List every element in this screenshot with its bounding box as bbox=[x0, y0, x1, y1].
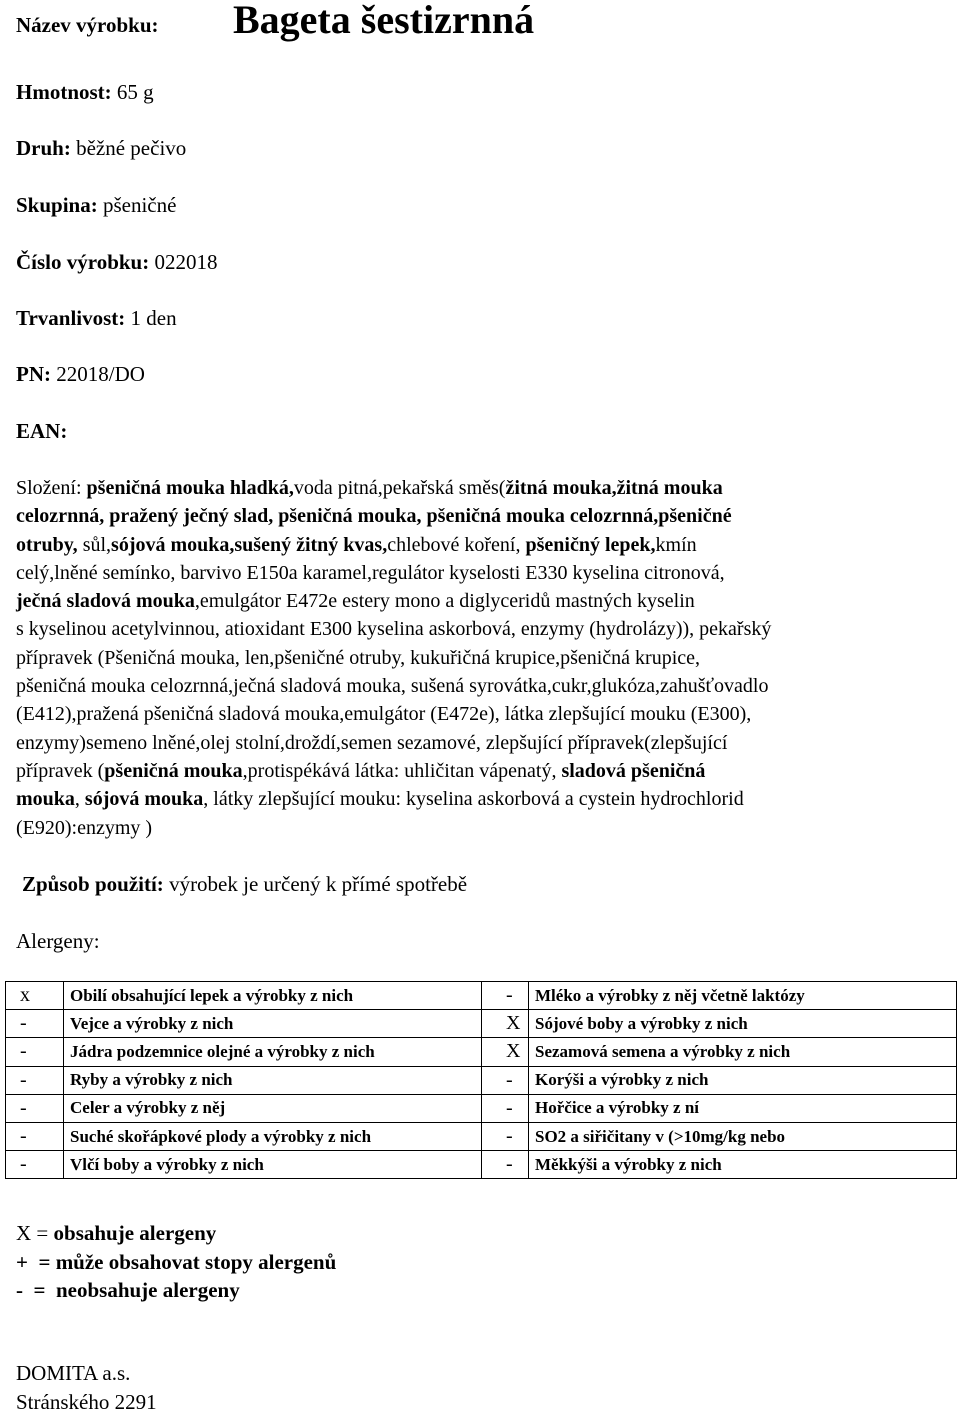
allergen-row bbox=[6, 1122, 957, 1150]
ingredients-line bbox=[16, 502, 946, 530]
allergen-name: SO2 a siřičitany v (>10mg/kg nebo bbox=[529, 1122, 957, 1150]
allergens-title: Alergeny: bbox=[16, 929, 100, 954]
ingredients-text: pšeničná mouka celozrnná,ječná sladová mouka, sušená syrovátka,cukr,glukóza,zahušťovadlo bbox=[16, 675, 768, 697]
ingredients-text: pšeničná mouka hladká, bbox=[87, 477, 294, 499]
meta-label: PN: bbox=[16, 362, 51, 386]
ingredients-line bbox=[16, 700, 946, 728]
legend-item bbox=[16, 1248, 336, 1277]
meta-value: 65 g bbox=[117, 80, 154, 104]
meta-label: Druh: bbox=[16, 136, 71, 160]
allergen-mark: - bbox=[6, 1122, 64, 1150]
allergen-mark: - bbox=[482, 1151, 529, 1179]
ingredients-block bbox=[16, 474, 946, 842]
ingredients-text: sladová pšeničná bbox=[561, 760, 705, 782]
allergen-mark: - bbox=[482, 1122, 529, 1150]
ingredients-text: ,protispékává látka: uhličitan vápenatý, bbox=[243, 760, 562, 782]
ingredients-text: chlebové koření, bbox=[387, 534, 525, 556]
allergen-name: Jádra podzemnice olejné a výrobky z nich bbox=[64, 1038, 482, 1066]
ingredients-line bbox=[16, 474, 946, 502]
legend-text: obsahuje alergeny bbox=[54, 1221, 217, 1245]
meta-value: pšeničné bbox=[103, 193, 176, 217]
allergen-name: Hořčice a výrobky z ní bbox=[529, 1094, 957, 1122]
ingredients-line bbox=[16, 644, 946, 672]
legend-text: může obsahovat stopy alergenů bbox=[56, 1250, 337, 1274]
ingredients-line bbox=[16, 672, 946, 700]
allergen-mark: X bbox=[482, 1010, 529, 1038]
ingredients-text: s kyselinou acetylvinnou, atioxidant E300 kyselina askorbová, enzymy (hydrolázy)), pekařský bbox=[16, 618, 771, 640]
company-name: DOMITA a.s. bbox=[16, 1359, 157, 1388]
ingredients-text: sójová mouka,sušený žitný kvas, bbox=[111, 534, 387, 556]
allergen-name: Měkkýši a výrobky z nich bbox=[529, 1151, 957, 1179]
meta-label: Trvanlivost: bbox=[16, 306, 125, 330]
allergen-row bbox=[6, 1151, 957, 1179]
legend-sep: = bbox=[31, 1221, 53, 1245]
ingredients-text: (E920):enzymy ) bbox=[16, 817, 152, 839]
allergen-name: Celer a výrobky z něj bbox=[64, 1094, 482, 1122]
legend-sym: X bbox=[16, 1221, 31, 1245]
usage-value: výrobek je určený k přímé spotřebě bbox=[169, 872, 467, 896]
ingredients-text: sójová mouka bbox=[85, 788, 203, 810]
meta-label: EAN: bbox=[16, 419, 67, 443]
meta-value: běžné pečivo bbox=[76, 136, 186, 160]
ingredients-text: ,emulgátor E472e estery mono a diglyceridů mastných kyselin bbox=[195, 590, 695, 612]
allergen-name: Vlčí boby a výrobky z nich bbox=[64, 1151, 482, 1179]
ingredients-text: , bbox=[75, 788, 85, 810]
ingredients-text: sůl, bbox=[83, 534, 111, 556]
legend-sep: = bbox=[23, 1278, 56, 1302]
allergen-name: Sezamová semena a výrobky z nich bbox=[529, 1038, 957, 1066]
ingredients-text: Složení: bbox=[16, 477, 87, 499]
allergen-row bbox=[6, 1038, 957, 1066]
legend-text: neobsahuje alergeny bbox=[56, 1278, 240, 1302]
allergen-mark: - bbox=[6, 1038, 64, 1066]
allergen-row bbox=[6, 982, 957, 1010]
product-name-value: Bageta šestizrnná bbox=[233, 0, 534, 42]
meta-label: Číslo výrobku: bbox=[16, 250, 149, 274]
ingredients-text: otruby, bbox=[16, 534, 83, 556]
meta-row bbox=[16, 250, 217, 274]
ingredients-text: kmín bbox=[656, 534, 697, 556]
ingredients-line bbox=[16, 729, 946, 757]
legend-sep: = bbox=[28, 1250, 56, 1274]
legend-item bbox=[16, 1276, 336, 1305]
allergens-legend bbox=[16, 1219, 336, 1305]
meta-value: 22018/DO bbox=[56, 362, 145, 386]
allergens-table bbox=[5, 981, 957, 1179]
allergen-name: Suché skořápkové plody a výrobky z nich bbox=[64, 1122, 482, 1150]
meta-row bbox=[16, 419, 67, 443]
allergen-mark: - bbox=[6, 1010, 64, 1038]
allergen-row bbox=[6, 1010, 957, 1038]
usage-line bbox=[22, 872, 467, 897]
ingredients-line bbox=[16, 615, 946, 643]
allergen-name: Ryby a výrobky z nich bbox=[64, 1066, 482, 1094]
ingredients-text: enzymy)semeno lněné,olej stolní,droždí,semen sezamové, zlepšující přípravek(zlepšující bbox=[16, 732, 727, 754]
ingredients-line bbox=[16, 785, 946, 813]
meta-row bbox=[16, 193, 176, 217]
ingredients-text: žitná mouka,žitná mouka bbox=[505, 477, 722, 499]
company-address: Stránského 2291 bbox=[16, 1388, 157, 1416]
ingredients-line bbox=[16, 531, 946, 559]
allergen-mark: - bbox=[482, 1094, 529, 1122]
ingredients-line bbox=[16, 814, 946, 842]
meta-row bbox=[16, 80, 154, 104]
ingredients-line bbox=[16, 587, 946, 615]
allergen-mark: - bbox=[6, 1066, 64, 1094]
allergen-mark: - bbox=[482, 982, 529, 1010]
usage-label: Způsob použití: bbox=[22, 872, 164, 896]
legend-item bbox=[16, 1219, 336, 1248]
meta-row bbox=[16, 136, 186, 160]
meta-row bbox=[16, 362, 145, 386]
meta-value: 1 den bbox=[131, 306, 177, 330]
allergen-mark: - bbox=[6, 1094, 64, 1122]
meta-value: 022018 bbox=[154, 250, 217, 274]
ingredients-text: , látky zlepšující mouku: kyselina askorbová a cystein hydrochlorid bbox=[203, 788, 743, 810]
allergen-name: Vejce a výrobky z nich bbox=[64, 1010, 482, 1038]
company-info bbox=[16, 1359, 157, 1416]
allergen-mark: - bbox=[6, 1151, 64, 1179]
allergen-name: Obilí obsahující lepek a výrobky z nich bbox=[64, 982, 482, 1010]
allergen-mark: - bbox=[482, 1066, 529, 1094]
ingredients-text: pšeničný lepek, bbox=[525, 534, 655, 556]
allergen-name: Mléko a výrobky z něj včetně laktózy bbox=[529, 982, 957, 1010]
ingredients-text: voda pitná,pekařská směs( bbox=[294, 477, 506, 499]
ingredients-text: (E412),pražená pšeničná sladová mouka,emulgátor (E472e), látka zlepšující mouku (E300), bbox=[16, 703, 751, 725]
legend-sym: + bbox=[16, 1250, 28, 1274]
allergen-mark: x bbox=[6, 982, 64, 1010]
ingredients-line bbox=[16, 559, 946, 587]
meta-label: Skupina: bbox=[16, 193, 98, 217]
meta-row bbox=[16, 306, 177, 330]
ingredients-text: přípravek ( bbox=[16, 760, 104, 782]
ingredients-text: celozrnná, pražený ječný slad, pšeničná mouka, pšeničná mouka celozrnná,pšeničné bbox=[16, 505, 732, 527]
allergen-mark: X bbox=[482, 1038, 529, 1066]
ingredients-text: ječná sladová mouka bbox=[16, 590, 195, 612]
ingredients-text: mouka bbox=[16, 788, 75, 810]
legend-sym: - bbox=[16, 1278, 23, 1302]
meta-label: Hmotnost: bbox=[16, 80, 112, 104]
ingredients-text: přípravek (Pšeničná mouka, len,pšeničné otruby, kukuřičná krupice,pšeničná krupice, bbox=[16, 647, 700, 669]
allergen-name: Sójové boby a výrobky z nich bbox=[529, 1010, 957, 1038]
product-name-label: Název výrobku: bbox=[16, 13, 159, 38]
ingredients-text: celý,lněné semínko, barvivo E150a karamel,regulátor kyselosti E330 kyselina citronová, bbox=[16, 562, 725, 584]
ingredients-text: pšeničná mouka bbox=[104, 760, 242, 782]
allergen-name: Korýši a výrobky z nich bbox=[529, 1066, 957, 1094]
allergen-row bbox=[6, 1066, 957, 1094]
allergen-row bbox=[6, 1094, 957, 1122]
ingredients-line bbox=[16, 757, 946, 785]
